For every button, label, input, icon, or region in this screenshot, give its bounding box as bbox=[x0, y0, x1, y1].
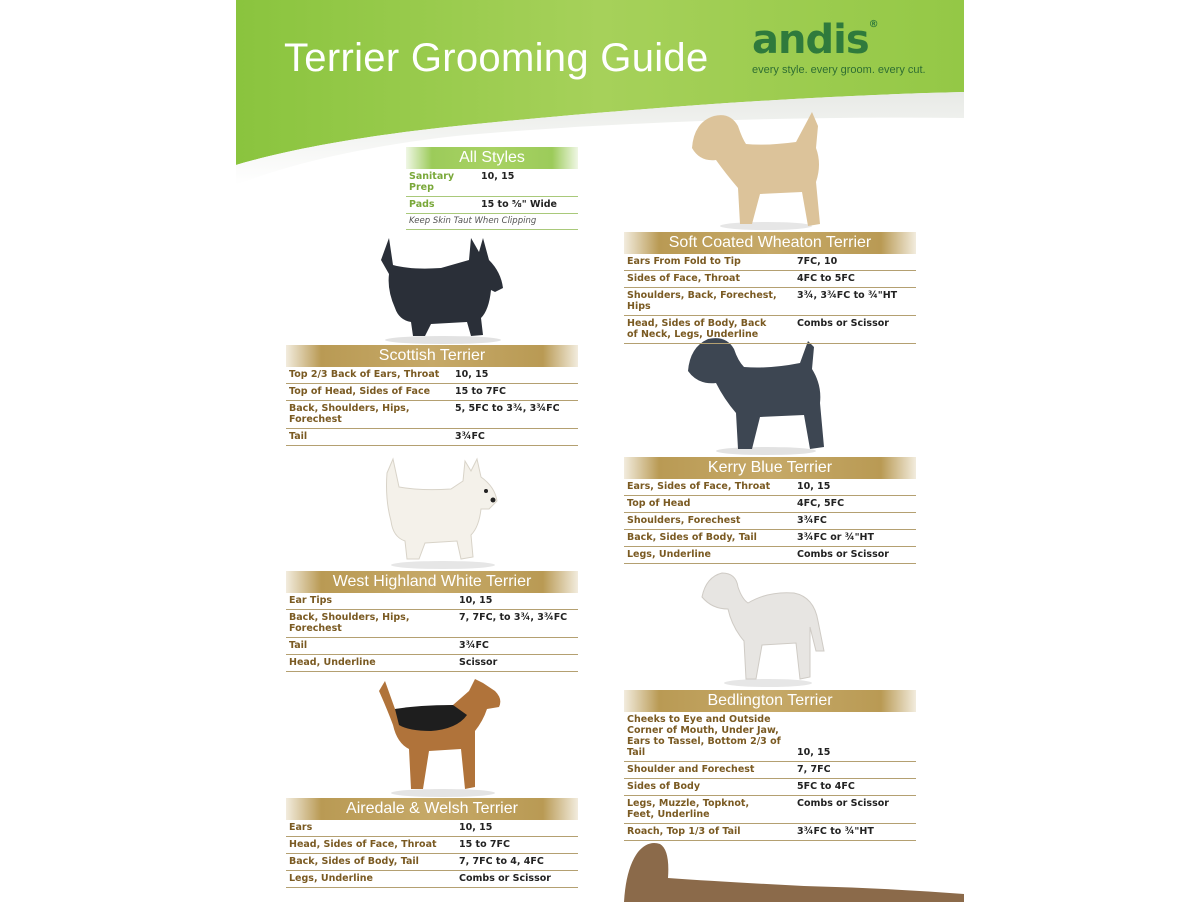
table-row bbox=[624, 271, 916, 288]
cut-value: 7, 7FC, to 3¾, 3¾FC bbox=[459, 612, 568, 623]
area-label: Back, Shoulders, Hips, Forechest bbox=[289, 403, 410, 425]
breed-heading: Soft Coated Wheaton Terrier bbox=[624, 232, 916, 254]
cut-value: 4FC, 5FC bbox=[797, 498, 845, 509]
area-label: Head, Sides of Face, Throat bbox=[289, 839, 437, 850]
area-label: Top of Head bbox=[627, 498, 691, 509]
cut-value: 7, 7FC bbox=[797, 764, 831, 775]
table-row bbox=[286, 610, 578, 638]
area-label: Back, Shoulders, Hips, Forechest bbox=[289, 612, 410, 634]
breed-heading: Kerry Blue Terrier bbox=[624, 457, 916, 479]
table-row bbox=[624, 254, 916, 271]
table-row bbox=[286, 593, 578, 610]
soft-coated-wheaton-image bbox=[686, 108, 836, 233]
all-styles-note: Keep Skin Taut When Clipping bbox=[406, 214, 578, 230]
cut-value: 7, 7FC to 4, 4FC bbox=[459, 856, 544, 867]
table-row bbox=[406, 197, 578, 214]
table-row bbox=[624, 513, 916, 530]
table-row bbox=[286, 854, 578, 871]
airedale-terrier-image bbox=[371, 675, 511, 800]
cut-value: 10, 15 bbox=[797, 481, 831, 492]
area-label: Pads bbox=[409, 199, 435, 210]
scottish-terrier-section bbox=[286, 345, 578, 446]
area-label: Back, Sides of Body, Tail bbox=[289, 856, 419, 867]
table-row bbox=[286, 638, 578, 655]
table-row bbox=[624, 316, 916, 344]
brand-logo: andis® bbox=[752, 17, 878, 63]
brand-name: andis bbox=[752, 17, 869, 63]
west-highland-section bbox=[286, 571, 578, 672]
area-label: Tail bbox=[289, 640, 308, 651]
area-label: Roach, Top 1/3 of Tail bbox=[627, 826, 741, 837]
bedlington-terrier-image bbox=[698, 565, 838, 690]
cut-value: 3¾, 3¾FC to ¾"HT bbox=[797, 290, 898, 301]
table-row bbox=[286, 655, 578, 672]
brand-tagline: every style. every groom. every cut. bbox=[752, 64, 926, 76]
wheaton-section bbox=[624, 232, 916, 344]
page-title: Terrier Grooming Guide bbox=[284, 36, 709, 80]
cut-value: 4FC to 5FC bbox=[797, 273, 855, 284]
cut-value: Combs or Scissor bbox=[797, 549, 889, 560]
area-label: Top 2/3 Back of Ears, Throat bbox=[289, 369, 440, 380]
table-row bbox=[286, 820, 578, 837]
area-label: Ear Tips bbox=[289, 595, 333, 606]
cut-value: 10, 15 bbox=[455, 369, 489, 380]
table-row bbox=[624, 496, 916, 513]
area-label: Legs, Muzzle, Topknot, Feet, Underline bbox=[627, 798, 750, 820]
table-row bbox=[286, 367, 578, 384]
area-label: Head, Underline bbox=[289, 657, 376, 668]
cut-value: Combs or Scissor bbox=[459, 873, 551, 884]
breed-heading: West Highland White Terrier bbox=[286, 571, 578, 593]
area-label: Sides of Body bbox=[627, 781, 701, 792]
table-row bbox=[624, 762, 916, 779]
area-label: Top of Head, Sides of Face bbox=[289, 386, 431, 397]
cut-value: 10, 15 bbox=[481, 171, 515, 182]
area-label: Cheeks to Eye and Outside Corner of Mouth, Under Jaw, Ears to Tassel, Bottom 2/3 of Tail bbox=[627, 714, 781, 758]
grooming-guide-page bbox=[236, 0, 964, 902]
all-styles-section bbox=[406, 147, 578, 230]
table-row bbox=[624, 288, 916, 316]
cut-value: 10, 15 bbox=[459, 822, 493, 833]
area-label: Legs, Underline bbox=[627, 549, 711, 560]
breed-heading: Bedlington Terrier bbox=[624, 690, 916, 712]
scottish-terrier-image bbox=[371, 230, 511, 345]
area-label: Ears, Sides of Face, Throat bbox=[627, 481, 771, 492]
area-label: Ears bbox=[289, 822, 313, 833]
area-label: Sides of Face, Throat bbox=[627, 273, 741, 284]
table-row bbox=[624, 779, 916, 796]
cut-value: 15 to ⅝" Wide bbox=[481, 199, 557, 210]
kerry-blue-section bbox=[624, 457, 916, 564]
table-row bbox=[286, 384, 578, 401]
cut-value: 10, 15 bbox=[797, 747, 831, 758]
cut-value: Combs or Scissor bbox=[797, 318, 889, 329]
partial-dog-image bbox=[624, 838, 964, 902]
table-row bbox=[624, 479, 916, 496]
area-label: Tail bbox=[289, 431, 308, 442]
kerry-blue-terrier-image bbox=[686, 333, 836, 458]
cut-value: 5FC to 4FC bbox=[797, 781, 855, 792]
cut-value: 5, 5FC to 3¾, 3¾FC bbox=[455, 403, 560, 414]
cut-value: 3¾FC bbox=[459, 640, 489, 651]
west-highland-terrier-image bbox=[371, 455, 511, 570]
table-row bbox=[624, 530, 916, 547]
cut-value: Scissor bbox=[459, 657, 498, 668]
cut-value: 3¾FC bbox=[455, 431, 485, 442]
bedlington-section bbox=[624, 690, 916, 841]
area-label: Shoulders, Back, Forechest, Hips bbox=[627, 290, 777, 312]
area-label: Shoulder and Forechest bbox=[627, 764, 755, 775]
cut-value: 3¾FC to ¾"HT bbox=[797, 826, 874, 837]
area-label: Head, Sides of Body, Back of Neck, Legs, Underline bbox=[627, 318, 767, 340]
table-row bbox=[624, 547, 916, 564]
area-label: Back, Sides of Body, Tail bbox=[627, 532, 757, 543]
area-label: Shoulders, Forechest bbox=[627, 515, 741, 526]
area-label: Sanitary Prep bbox=[409, 171, 455, 193]
table-row bbox=[406, 169, 578, 197]
table-row bbox=[286, 429, 578, 446]
table-row bbox=[624, 712, 916, 762]
cut-value: 3¾FC or ¾"HT bbox=[797, 532, 874, 543]
cut-value: 10, 15 bbox=[459, 595, 493, 606]
cut-value: 3¾FC bbox=[797, 515, 827, 526]
table-row bbox=[624, 796, 916, 824]
breed-heading: Scottish Terrier bbox=[286, 345, 578, 367]
table-row bbox=[286, 871, 578, 888]
area-label: Legs, Underline bbox=[289, 873, 373, 884]
airedale-section bbox=[286, 798, 578, 888]
all-styles-heading: All Styles bbox=[406, 147, 578, 169]
table-row bbox=[286, 401, 578, 429]
table-row bbox=[286, 837, 578, 854]
cut-value: 7FC, 10 bbox=[797, 256, 838, 267]
breed-heading: Airedale & Welsh Terrier bbox=[286, 798, 578, 820]
cut-value: 15 to 7FC bbox=[455, 386, 506, 397]
area-label: Ears From Fold to Tip bbox=[627, 256, 741, 267]
cut-value: Combs or Scissor bbox=[797, 798, 889, 809]
table-row bbox=[624, 824, 916, 841]
cut-value: 15 to 7FC bbox=[459, 839, 510, 850]
